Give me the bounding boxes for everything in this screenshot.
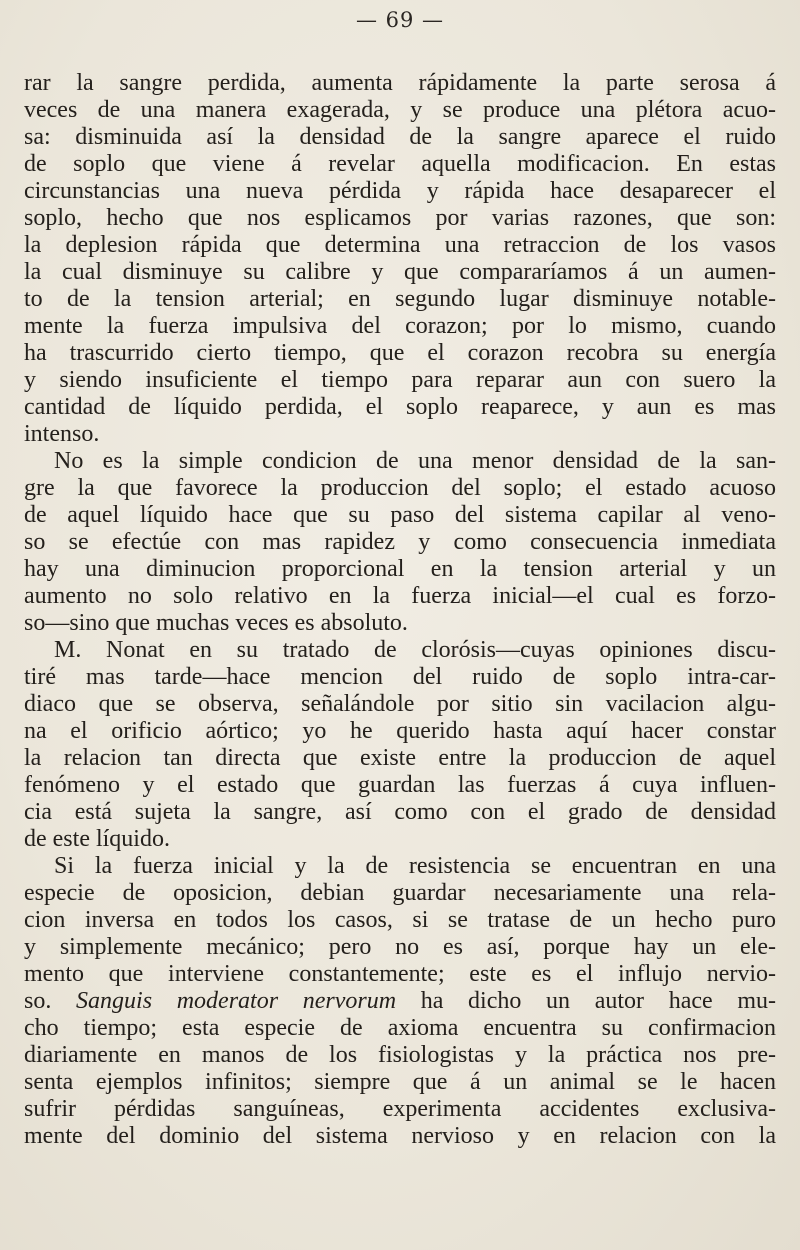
text-line: cho tiempo; esta especie de axioma encuentra su confirmacion: [24, 1015, 776, 1041]
text-line: y simplemente mecánico; pero no es así, porque hay un ele-: [24, 934, 776, 960]
text-line: to de la tension arterial; en segundo lugar disminuye notable-: [24, 286, 776, 312]
page-number: — 69 —: [355, 8, 445, 32]
text-line: sufrir pérdidas sanguíneas, experimenta accidentes exclusiva-: [24, 1096, 776, 1122]
text-line: aumento no solo relativo en la fuerza inicial—el cual es forzo-: [24, 583, 776, 609]
text-line: mente del dominio del sistema nervioso y en relacion con la: [24, 1123, 776, 1149]
text-line: circunstancias una nueva pérdida y rápida hace desaparecer el: [24, 178, 776, 204]
text-line: so se efectúe con mas rapidez y como consecuencia inmediata: [24, 529, 776, 555]
text-line: cia está sujeta la sangre, así como con el grado de densidad: [24, 799, 776, 825]
text-line: de soplo que viene á revelar aquella modificacion. En estas: [24, 151, 776, 177]
text-line: la deplesion rápida que determina una retraccion de los vasos: [24, 232, 776, 258]
text-line-with-italic: [24, 988, 776, 1014]
text-line: especie de oposicion, debian guardar necesariamente una rela-: [24, 880, 776, 906]
paragraph-start-line: Si la fuerza inicial y la de resistencia se encuentran en una: [54, 853, 776, 879]
text-before-italic: so.: [24, 988, 77, 1014]
text-line: gre la que favorece la produccion del soplo; el estado acuoso: [24, 475, 776, 501]
text-line: fenómeno y el estado que guardan las fuerzas á cuya influen-: [24, 772, 776, 798]
paragraph-start-line: No es la simple condicion de una menor densidad de la san-: [54, 448, 776, 474]
paragraph-end-line: so—sino que muchas veces es absoluto.: [24, 610, 408, 636]
text-line: mento que interviene constantemente; este es el influjo nervio-: [24, 961, 776, 987]
paragraph-start-line: M. Nonat en su tratado de clorósis—cuyas opiniones discu-: [54, 637, 776, 663]
text-line: soplo, hecho que nos esplicamos por varias razones, que son:: [24, 205, 776, 231]
paragraph-end-line: de este líquido.: [24, 826, 170, 852]
text-line: tiré mas tarde—hace mencion del ruido de soplo intra-car-: [24, 664, 776, 690]
text-line: la relacion tan directa que existe entre la produccion de aquel: [24, 745, 776, 771]
text-line: rar la sangre perdida, aumenta rápidamente la parte serosa á: [24, 70, 776, 96]
text-line: de aquel líquido hace que su paso del sistema capilar al veno-: [24, 502, 776, 528]
text-line: na el orificio aórtico; yo he querido hasta aquí hacer constar: [24, 718, 776, 744]
text-line: ha trascurrido cierto tiempo, que el corazon recobra su energía: [24, 340, 776, 366]
text-line: senta ejemplos infinitos; siempre que á un animal se le hacen: [24, 1069, 776, 1095]
latin-quote: Sanguis moderator nervorum: [76, 988, 397, 1014]
text-line: diariamente en manos de los fisiologistas y la práctica nos pre-: [24, 1042, 776, 1068]
text-line: mente la fuerza impulsiva del corazon; por lo mismo, cuando: [24, 313, 776, 339]
text-line: hay una diminucion proporcional en la tension arterial y un: [24, 556, 776, 582]
text-line: cantidad de líquido perdida, el soplo reaparece, y aun es mas: [24, 394, 776, 420]
text-after-italic: ha dicho un autor hace mu-: [396, 988, 777, 1014]
text-line: la cual disminuye su calibre y que compararíamos á un aumen-: [24, 259, 776, 285]
text-line: veces de una manera exagerada, y se produce una plétora acuo-: [24, 97, 776, 123]
text-line: y siendo insuficiente el tiempo para reparar aun con suero la: [24, 367, 776, 393]
text-line: diaco que se observa, señalándole por sitio sin vacilacion algu-: [24, 691, 776, 717]
text-line: sa: disminuida así la densidad de la sangre aparece el ruido: [24, 124, 776, 150]
paragraph-end-line: intenso.: [24, 421, 100, 447]
text-line: cion inversa en todos los casos, si se tratase de un hecho puro: [24, 907, 776, 933]
